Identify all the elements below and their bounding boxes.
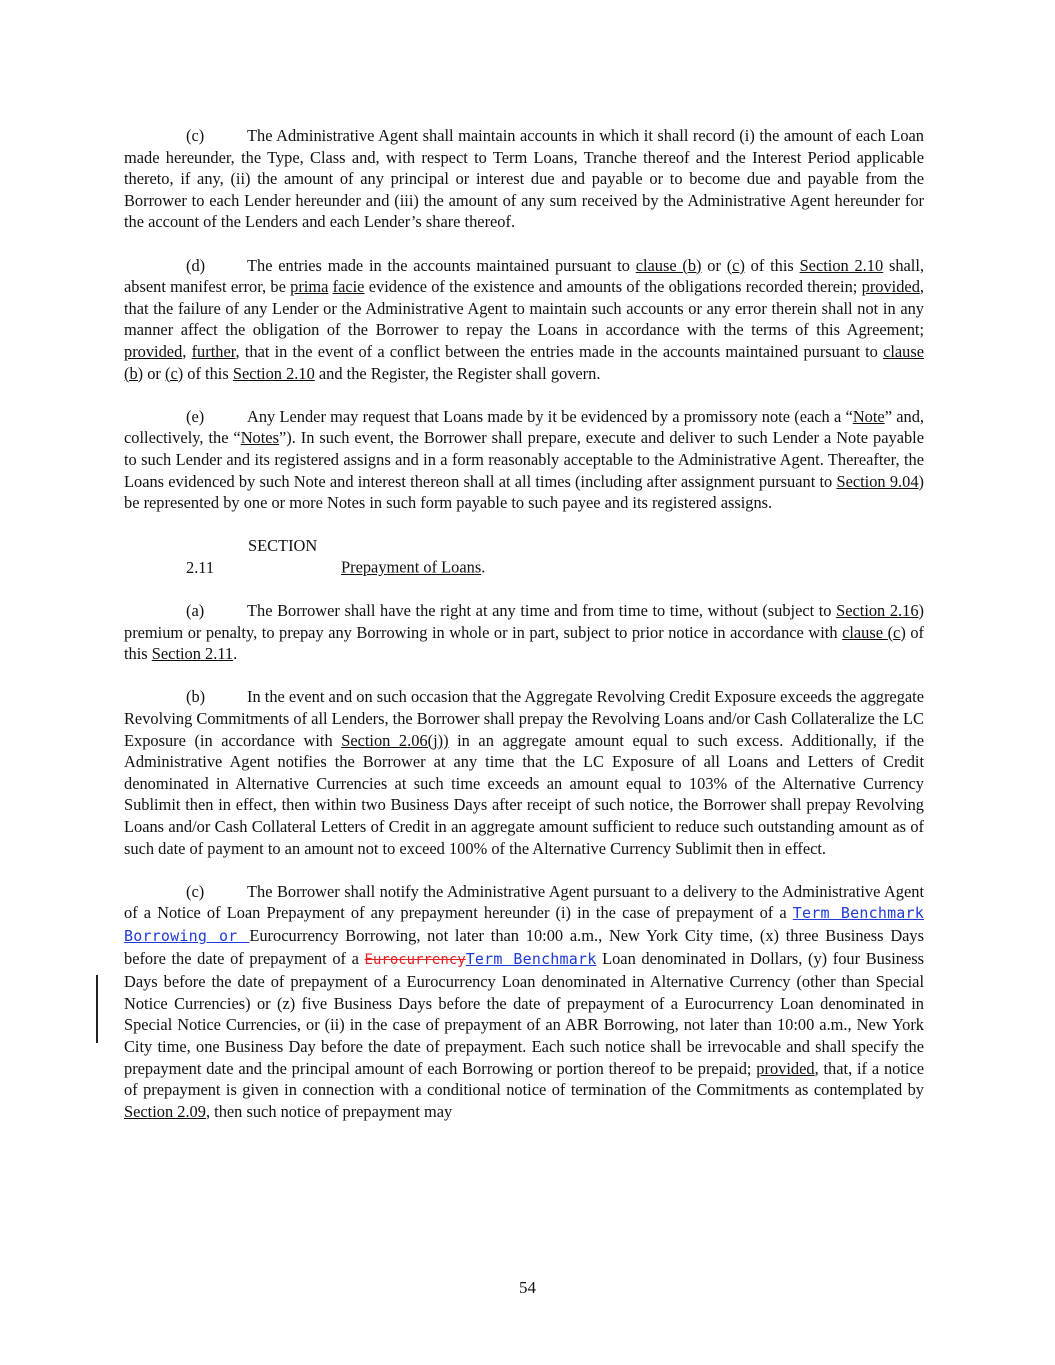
cross-reference: Section 2.10 (799, 255, 884, 275)
paragraph-d-entries (124, 255, 924, 385)
text-run: The entries made in the accounts maintained pursuant to (247, 255, 636, 275)
cross-reference: Section 9.04 (836, 471, 919, 491)
text-run: . (233, 644, 238, 664)
paragraph-b-mandatory-prepayment (124, 686, 924, 859)
clause-label: (a) (186, 601, 205, 621)
text-run: ” and, collectively, the “ (124, 406, 924, 448)
text-run: in an aggregate amount equal to such excess. Additionally, if the Administrative Agent notifies the Borrower at any time that the LC Exposure of all Loans and Letters of Credit denominated in Alternative Currencies at such time exceeds an amount equal to 103% of the Alternative Currency Sublimit then in effect, then within two Business Days after receipt of such notice, the Borrower shall prepay Revolving Loans and/or Cash Collateral Letters of Credit in an aggregate amount sufficient to reduce such outstanding amount as of such date of payment to an amount not to exceed 100% of the Alternative Currency Sublimit then in effect. (124, 730, 924, 858)
text-run: ) be represented by one or more Notes in such form payable to such payee and its registered assigns. (124, 471, 924, 513)
text-run: Loan denominated in Dollars, (y) four Business Days before the date of prepayment of a Eurocurrency Loan denominated in Alternative Currency (other than Special Notice Currencies) or (z) five Business Days before the date of prepayment of a Eurocurrency Loan denominated in Special Notice Currencies, or (ii) in the case of prepayment of an ABR Borrowing, not later than 10:00 a.m., New York City time, one Business Day before the date of prepayment. Each such notice shall be irrevocable and shall specify the prepayment date and the principal amount of each Borrowing or portion thereof to be prepaid; (124, 948, 924, 1078)
inserted-text: Term Benchmark (465, 949, 597, 968)
section-heading (124, 535, 924, 578)
cross-reference: Section 2.10 (232, 363, 315, 383)
text-run: ) premium or penalty, to prepay any Borrowing in whole or in part, subject to prior notice in accordance with (124, 601, 924, 642)
text-run: shall, absent manifest error, be (124, 255, 925, 297)
text-run: of this (744, 255, 800, 275)
deleted-text: Eurocurrency (364, 951, 466, 968)
clause-label: (c) (186, 126, 205, 145)
page-number: 54 (519, 1278, 536, 1297)
clause-label: (e) (186, 406, 205, 426)
defined-term: Notes (240, 428, 279, 448)
text-run: of this (124, 622, 924, 664)
text-run: or (143, 363, 165, 383)
revision-change-bar (96, 975, 98, 1043)
paragraph-c-accounts (124, 125, 924, 233)
section-period: . (481, 557, 486, 577)
text-run: , then such notice of prepayment may (205, 1101, 453, 1121)
cross-reference: (c) (164, 363, 184, 383)
document-page (124, 125, 924, 1144)
text-run: of this (183, 363, 233, 383)
clause-label: (d) (186, 255, 206, 275)
paragraph-e-notes (124, 406, 924, 514)
text-run: , that the failure of any Lender or the Administrative Agent to maintain such accounts or any error therein shall not in any manner affect the obligation of the Borrower to repay the Loans in accordance with the terms of this Agreement; (124, 277, 924, 340)
text-run: Any Lender may request that Loans made by it be evidenced by a promissory note (each a “ (247, 406, 853, 426)
inserted-text: Term Benchmark Borrowing or (124, 904, 924, 945)
text-run: The Borrower shall have the right at any time and from time to time, without (subject to (247, 601, 837, 621)
defined-term: Note (852, 406, 885, 426)
text-run: , that in the event of a conflict between the entries made in the accounts maintained pursuant to (235, 341, 884, 361)
emphasis-term: provided (124, 341, 183, 361)
emphasis-term: prima (290, 277, 329, 297)
text-run: , that, if a notice of prepayment is given in connection with a conditional notice of termination of the Commitments as contemplated by (124, 1058, 924, 1100)
emphasis-term: facie (332, 277, 365, 297)
text-run: and the Register, the Register shall govern. (314, 363, 601, 383)
cross-reference: clause (c) (842, 622, 906, 642)
emphasis-term: provided (756, 1058, 815, 1078)
cross-reference: Section 2.11 (151, 644, 234, 664)
text-run: , (182, 341, 192, 361)
paragraph-a-right-to-prepay (124, 600, 924, 665)
section-title: Prepayment of Loans (341, 557, 482, 577)
text-run: In the event and on such occasion that the Aggregate Revolving Credit Exposure exceeds the aggregate Revolving Commitments of all Lenders, the Borrower shall prepay the Revolving Loans and/or Cash Collateralize the LC Exposure (in accordance with (124, 687, 924, 750)
text-run: evidence of the existence and amounts of the obligations recorded therein; (364, 277, 862, 297)
text-run: or (701, 255, 727, 275)
text-run: Eurocurrency Borrowing, not later than 10:00 a.m., New York City time, (x) three Business Days before the date of prepayment of a (124, 925, 925, 968)
text-run: The Borrower shall notify the Administrative Agent pursuant to a delivery to the Administrative Agent of a Notice of Loan Prepayment of any prepayment hereunder (i) in the case of prepayment of a (124, 881, 924, 923)
clause-label: (c) (186, 881, 205, 901)
cross-reference: Section 2.16 (836, 601, 919, 621)
cross-reference: Section 2.06(j)) (341, 730, 449, 750)
paragraph-text: The Administrative Agent shall maintain accounts in which it shall record (i) the amount of each Loan made hereunder, the Type, Class and, with respect to Term Loans, Tranche thereof and the Interest Period applicable thereto, if any, (ii) the amount of any principal or interest due and payable or to become due and payable from the Borrower to each Lender hereunder and (iii) the amount of any sum received by the Administrative Agent hereunder for the account of the Lenders and each Lender’s share thereof. (124, 126, 924, 232)
cross-reference: (c) (726, 255, 745, 275)
emphasis-term: provided (861, 277, 920, 297)
section-number: SECTION 2.11 (186, 536, 318, 577)
cross-reference: clause (b) (124, 341, 925, 383)
paragraph-c-notice (124, 881, 924, 1123)
emphasis-term: further (191, 341, 236, 361)
cross-reference: Section 2.09 (124, 1101, 206, 1121)
cross-reference: clause (b) (635, 255, 702, 275)
clause-label: (b) (186, 687, 206, 707)
text-run: ”). In such event, the Borrower shall prepare, execute and deliver to such Lender a Note payable to such Lender and its registered assigns and in a form reasonably acceptable to the Administrative Agent. Thereafter, the Loans evidenced by such Note and interest thereon shall at all times (including after assignment pursuant to (124, 428, 924, 491)
